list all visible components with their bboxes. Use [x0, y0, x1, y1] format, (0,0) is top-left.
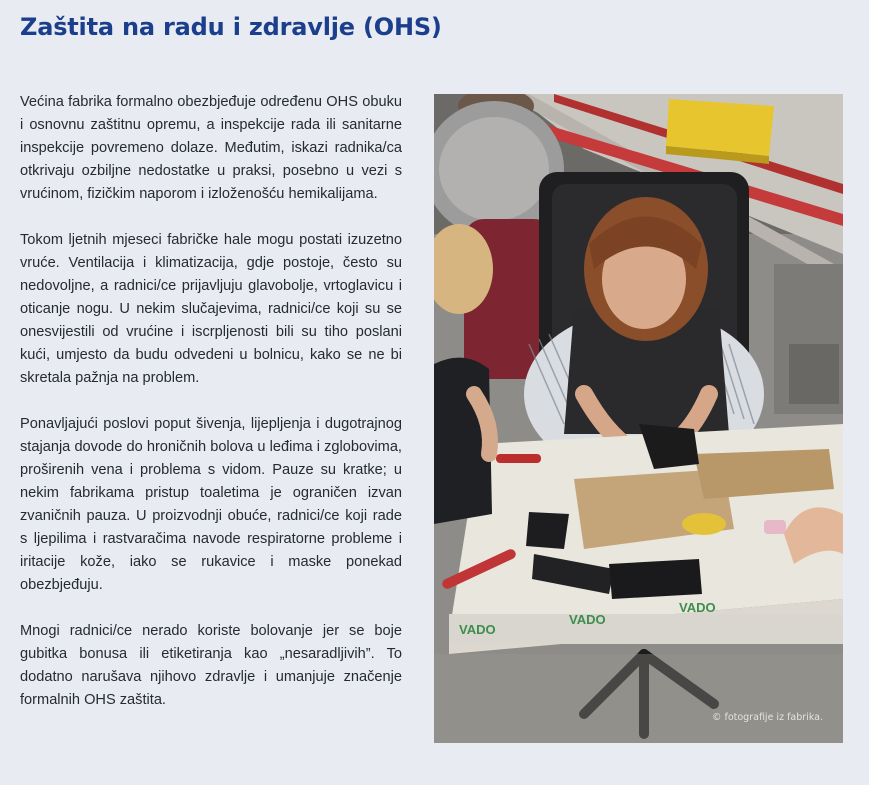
photo-credit: © fotografije iz fabrika.: [711, 712, 823, 723]
table-brand-middle: VADO: [569, 612, 606, 627]
article-body: [20, 91, 402, 735]
paragraph-sick-leave: Mnogi radnici/ce nerado koriste bolovanje jer se boje gubitka bonusa ili etiketiranja kao „nesaradljivih”. To dodatno narušava njihovo zdravlje i umanjuje značenje formalnih OHS zaštita.: [20, 623, 402, 708]
table-brand-left: VADO: [459, 622, 496, 637]
factory-photo-illustration: [434, 94, 843, 743]
page-title: Zaštita na radu i zdravlje (OHS): [20, 13, 442, 41]
table-brand-right: VADO: [679, 600, 716, 615]
paragraph-summer-heat: Tokom ljetnih mjeseci fabričke hale mogu postati izuzetno vruće. Ventilacija i klimatizacija, gdje postoje, često su nedovoljne, a radnici/ce prijavljuju glavobolje, vrtoglavicu i oticanje nogu. U nekim slučajevima, radnici/ce koji su se onesvijestili od vrućine i iscrpljenosti bili su tiho poslani kući, umjesto da budu odvedeni u bolnicu, kako se ne bi skretala pažnja na problem.: [20, 232, 402, 386]
factory-photo: [434, 94, 843, 743]
paragraph-ohs-training: Većina fabrika formalno obezbjeđuje određenu OHS obuku i osnovnu zaštitnu opremu, a inspekcije rada ili sanitarne inspekcije povremeno dolaze. Međutim, iskazi radnika/ca otkrivaju ozbiljne nedostatke u praksi, posebno u vezi s vrućinom, fizičkim naporom i izloženošću hemikalijama.: [20, 94, 402, 202]
paragraph-repetitive-work: Ponavljajući poslovi poput šivenja, lijepljenja i dugotrajnog stajanja dovode do hroničnih bolova u leđima i zglobovima, proširenih vena i problema s vidom. Pauze su kratke; u nekim fabrikama pristup toaletima je ograničen izvan zvaničnih pauza. U proizvodnji obuće, radnici/ce koji rade s ljepilima i rastvaračima navode respiratorne probleme i iritacije kože, iako se rukavice i maske ponekad obezbjeđuju.: [20, 416, 402, 593]
